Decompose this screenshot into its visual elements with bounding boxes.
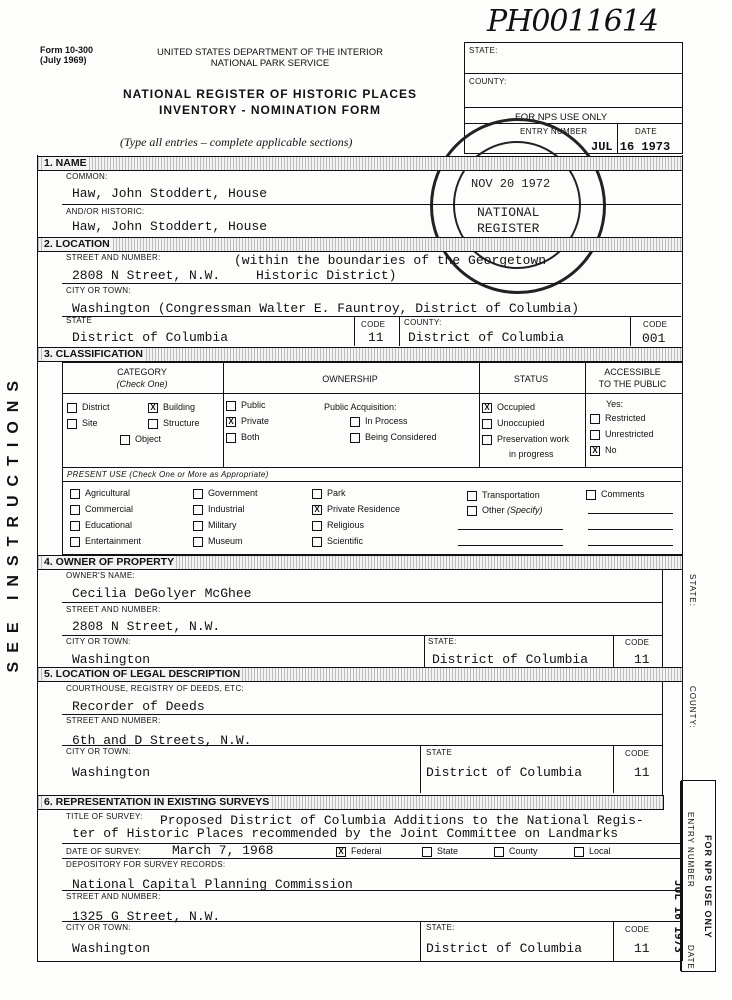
survey-local[interactable]: Local	[574, 846, 611, 857]
survey-city: Washington	[72, 941, 151, 956]
use-other[interactable]: Other (Specify)	[467, 505, 543, 516]
category-structure[interactable]: Structure	[148, 418, 200, 429]
acquisition-being-considered[interactable]: Being Considered	[350, 432, 437, 443]
survey-title-line2: ter of Historic Places recommended by the Joint Committee on Landmarks	[72, 826, 619, 841]
legal-street: 6th and D Streets, N.W.	[72, 733, 252, 748]
survey-date: March 7, 1968	[172, 843, 274, 858]
use-religious[interactable]: Religious	[312, 520, 364, 531]
location-state: District of Columbia	[72, 330, 229, 345]
use-military[interactable]: Military	[193, 520, 237, 531]
status-unoccupied[interactable]: Unoccupied	[482, 418, 545, 429]
survey-state-value: District of Columbia	[426, 941, 583, 956]
legal-city: Washington	[72, 765, 151, 780]
ownership-both[interactable]: Both	[226, 432, 260, 443]
use-commercial[interactable]: Commercial	[70, 504, 133, 515]
ownership-private[interactable]: X Private	[226, 416, 269, 427]
location-city: Washington (Congressman Walter E. Fauntroy, District of Columbia)	[72, 301, 580, 316]
use-transportation[interactable]: Transportation	[467, 490, 540, 501]
location-county: District of Columbia	[408, 330, 565, 345]
section-2-heading: 2. LOCATION	[37, 237, 683, 252]
survey-title-line1: Proposed District of Columbia Additions to the National Regis-	[160, 813, 644, 828]
ownership-public[interactable]: Public	[226, 400, 266, 411]
section-3-heading: 3. CLASSIFICATION	[37, 347, 683, 362]
section-4-heading: 4. OWNER OF PROPERTY	[37, 555, 683, 570]
handwritten-reference: PH0011614	[487, 4, 658, 39]
legal-courthouse: Recorder of Deeds	[72, 699, 205, 714]
acquisition-in-process[interactable]: In Process	[350, 416, 408, 427]
access-unrestricted[interactable]: Unrestricted	[590, 429, 654, 440]
section-5-heading: 5. LOCATION OF LEGAL DESCRIPTION	[37, 667, 683, 682]
form-id: Form 10-300 (July 1969)	[40, 45, 94, 65]
access-no[interactable]: X No	[590, 445, 617, 456]
use-government[interactable]: Government	[193, 488, 258, 499]
category-object[interactable]: Object	[120, 434, 161, 445]
use-park[interactable]: Park	[312, 488, 346, 499]
status-occupied[interactable]: X Occupied	[482, 402, 535, 413]
survey-street: 1325 G Street, N.W.	[72, 909, 221, 924]
survey-federal[interactable]: X Federal	[336, 846, 382, 857]
form-title: NATIONAL REGISTER OF HISTORIC PLACES INVENTORY - NOMINATION FORM	[122, 87, 418, 117]
use-entertainment[interactable]: Entertainment	[70, 536, 141, 547]
category-district[interactable]: District	[67, 402, 110, 413]
form-instructions: (Type all entries – complete applicable sections)	[120, 135, 353, 149]
use-museum[interactable]: Museum	[193, 536, 243, 547]
owner-name: Cecilia DeGolyer McGhee	[72, 586, 252, 601]
use-agricultural[interactable]: Agricultural	[70, 488, 130, 499]
category-building[interactable]: X Building	[148, 402, 195, 413]
use-private-residence[interactable]: X Private Residence	[312, 504, 400, 515]
survey-county[interactable]: County	[494, 846, 538, 857]
see-instructions-label: SEE INSTRUCTIONS	[5, 372, 22, 673]
common-name: Haw, John Stoddert, House	[72, 186, 268, 201]
use-industrial[interactable]: Industrial	[193, 504, 245, 515]
survey-depository: National Capital Planning Commission	[72, 877, 353, 892]
nps-use-box: STATE: COUNTY: FOR NPS USE ONLY ENTRY NUMBER DATE JUL 16 1973	[464, 42, 683, 154]
owner-state: District of Columbia	[432, 652, 589, 667]
status-preservation[interactable]: Preservation work	[482, 434, 569, 445]
use-educational[interactable]: Educational	[70, 520, 132, 531]
use-scientific[interactable]: Scientific	[312, 536, 363, 547]
legal-state: District of Columbia	[426, 765, 583, 780]
owner-city: Washington	[72, 652, 151, 667]
section-6-heading: 6. REPRESENTATION IN EXISTING SURVEYS	[37, 795, 664, 810]
location-street: 2808 N Street, N.W.	[72, 268, 221, 283]
access-restricted[interactable]: Restricted	[590, 413, 646, 424]
handwritten-side-date: JUL 16 1973	[672, 880, 685, 953]
use-comments[interactable]: Comments	[586, 489, 645, 500]
nps-date: JUL 16 1973	[591, 140, 671, 154]
received-stamp: NOV 20 1972 NATIONAL REGISTER	[430, 118, 606, 294]
agency-header: UNITED STATES DEPARTMENT OF THE INTERIOR NATIONAL PARK SERVICE	[157, 47, 383, 69]
section-1-heading: 1. NAME	[37, 156, 683, 171]
category-site[interactable]: Site	[67, 418, 98, 429]
owner-street: 2808 N Street, N.W.	[72, 619, 221, 634]
historic-name: Haw, John Stoddert, House	[72, 219, 268, 234]
survey-state[interactable]: State	[422, 846, 458, 857]
